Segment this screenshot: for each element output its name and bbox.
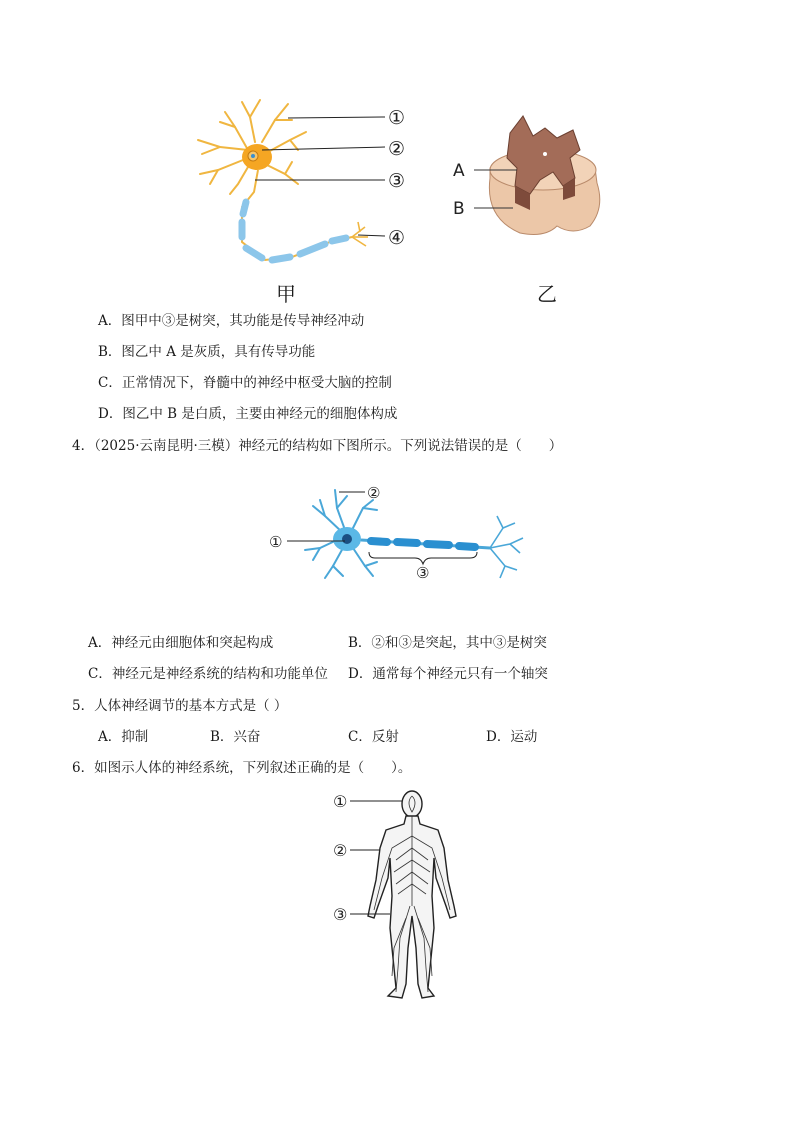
neuron-figure-jia	[180, 92, 420, 302]
q3-option-c: C．正常情况下，脊髓中的神经中枢受大脑的控制	[98, 375, 392, 391]
q4-option-a: A．神经元由细胞体和突起构成	[88, 635, 274, 651]
q6-label-1: ①	[333, 792, 348, 811]
q3-option-a: A．图甲中③是树突，其功能是传导神经冲动	[98, 313, 365, 329]
jia-label-3: ③	[388, 170, 406, 192]
q6-label-2: ②	[333, 841, 348, 860]
spinal-cord-figure-yi	[445, 108, 615, 248]
yi-label-a: A	[453, 161, 465, 181]
q6-label-3: ③	[333, 905, 348, 924]
q5-option-a: A．抑制	[98, 729, 149, 745]
jia-label-4: ④	[388, 227, 406, 249]
jia-label-2: ②	[388, 138, 406, 160]
yi-label-b: B	[453, 199, 465, 219]
neuron-figure-q4	[265, 478, 535, 590]
nervous-system-figure	[330, 788, 470, 1006]
jia-label-1: ①	[388, 107, 406, 129]
q4-option-d: D．通常每个神经元只有一个轴突	[348, 666, 548, 682]
caption-jia: 甲	[276, 282, 296, 306]
q4-option-c: C．神经元是神经系统的结构和功能单位	[88, 666, 328, 682]
caption-yi: 乙	[537, 282, 557, 306]
q3-option-b: B．图乙中 A 是灰质，具有传导功能	[98, 344, 316, 360]
q4-label-2: ②	[367, 484, 381, 502]
q5-option-d: D．运动	[486, 729, 538, 745]
q4-option-b: B．②和③是突起，其中③是树突	[348, 635, 547, 651]
q5-option-c: C．反射	[348, 729, 399, 745]
q6-stem: 6．如图示人体的神经系统，下列叙述正确的是（ ）。	[72, 760, 412, 776]
q4-label-3: ③	[416, 564, 430, 582]
q5-stem: 5．人体神经调节的基本方式是（ ）	[72, 698, 288, 714]
q3-option-d: D．图乙中 B 是白质，主要由神经元的细胞体构成	[98, 406, 398, 422]
q5-option-b: B．兴奋	[210, 729, 261, 745]
q4-stem: 4．（2025·云南昆明·三模）神经元的结构如下图所示。下列说法错误的是（ ）	[72, 438, 563, 454]
q4-label-1: ①	[269, 533, 283, 551]
